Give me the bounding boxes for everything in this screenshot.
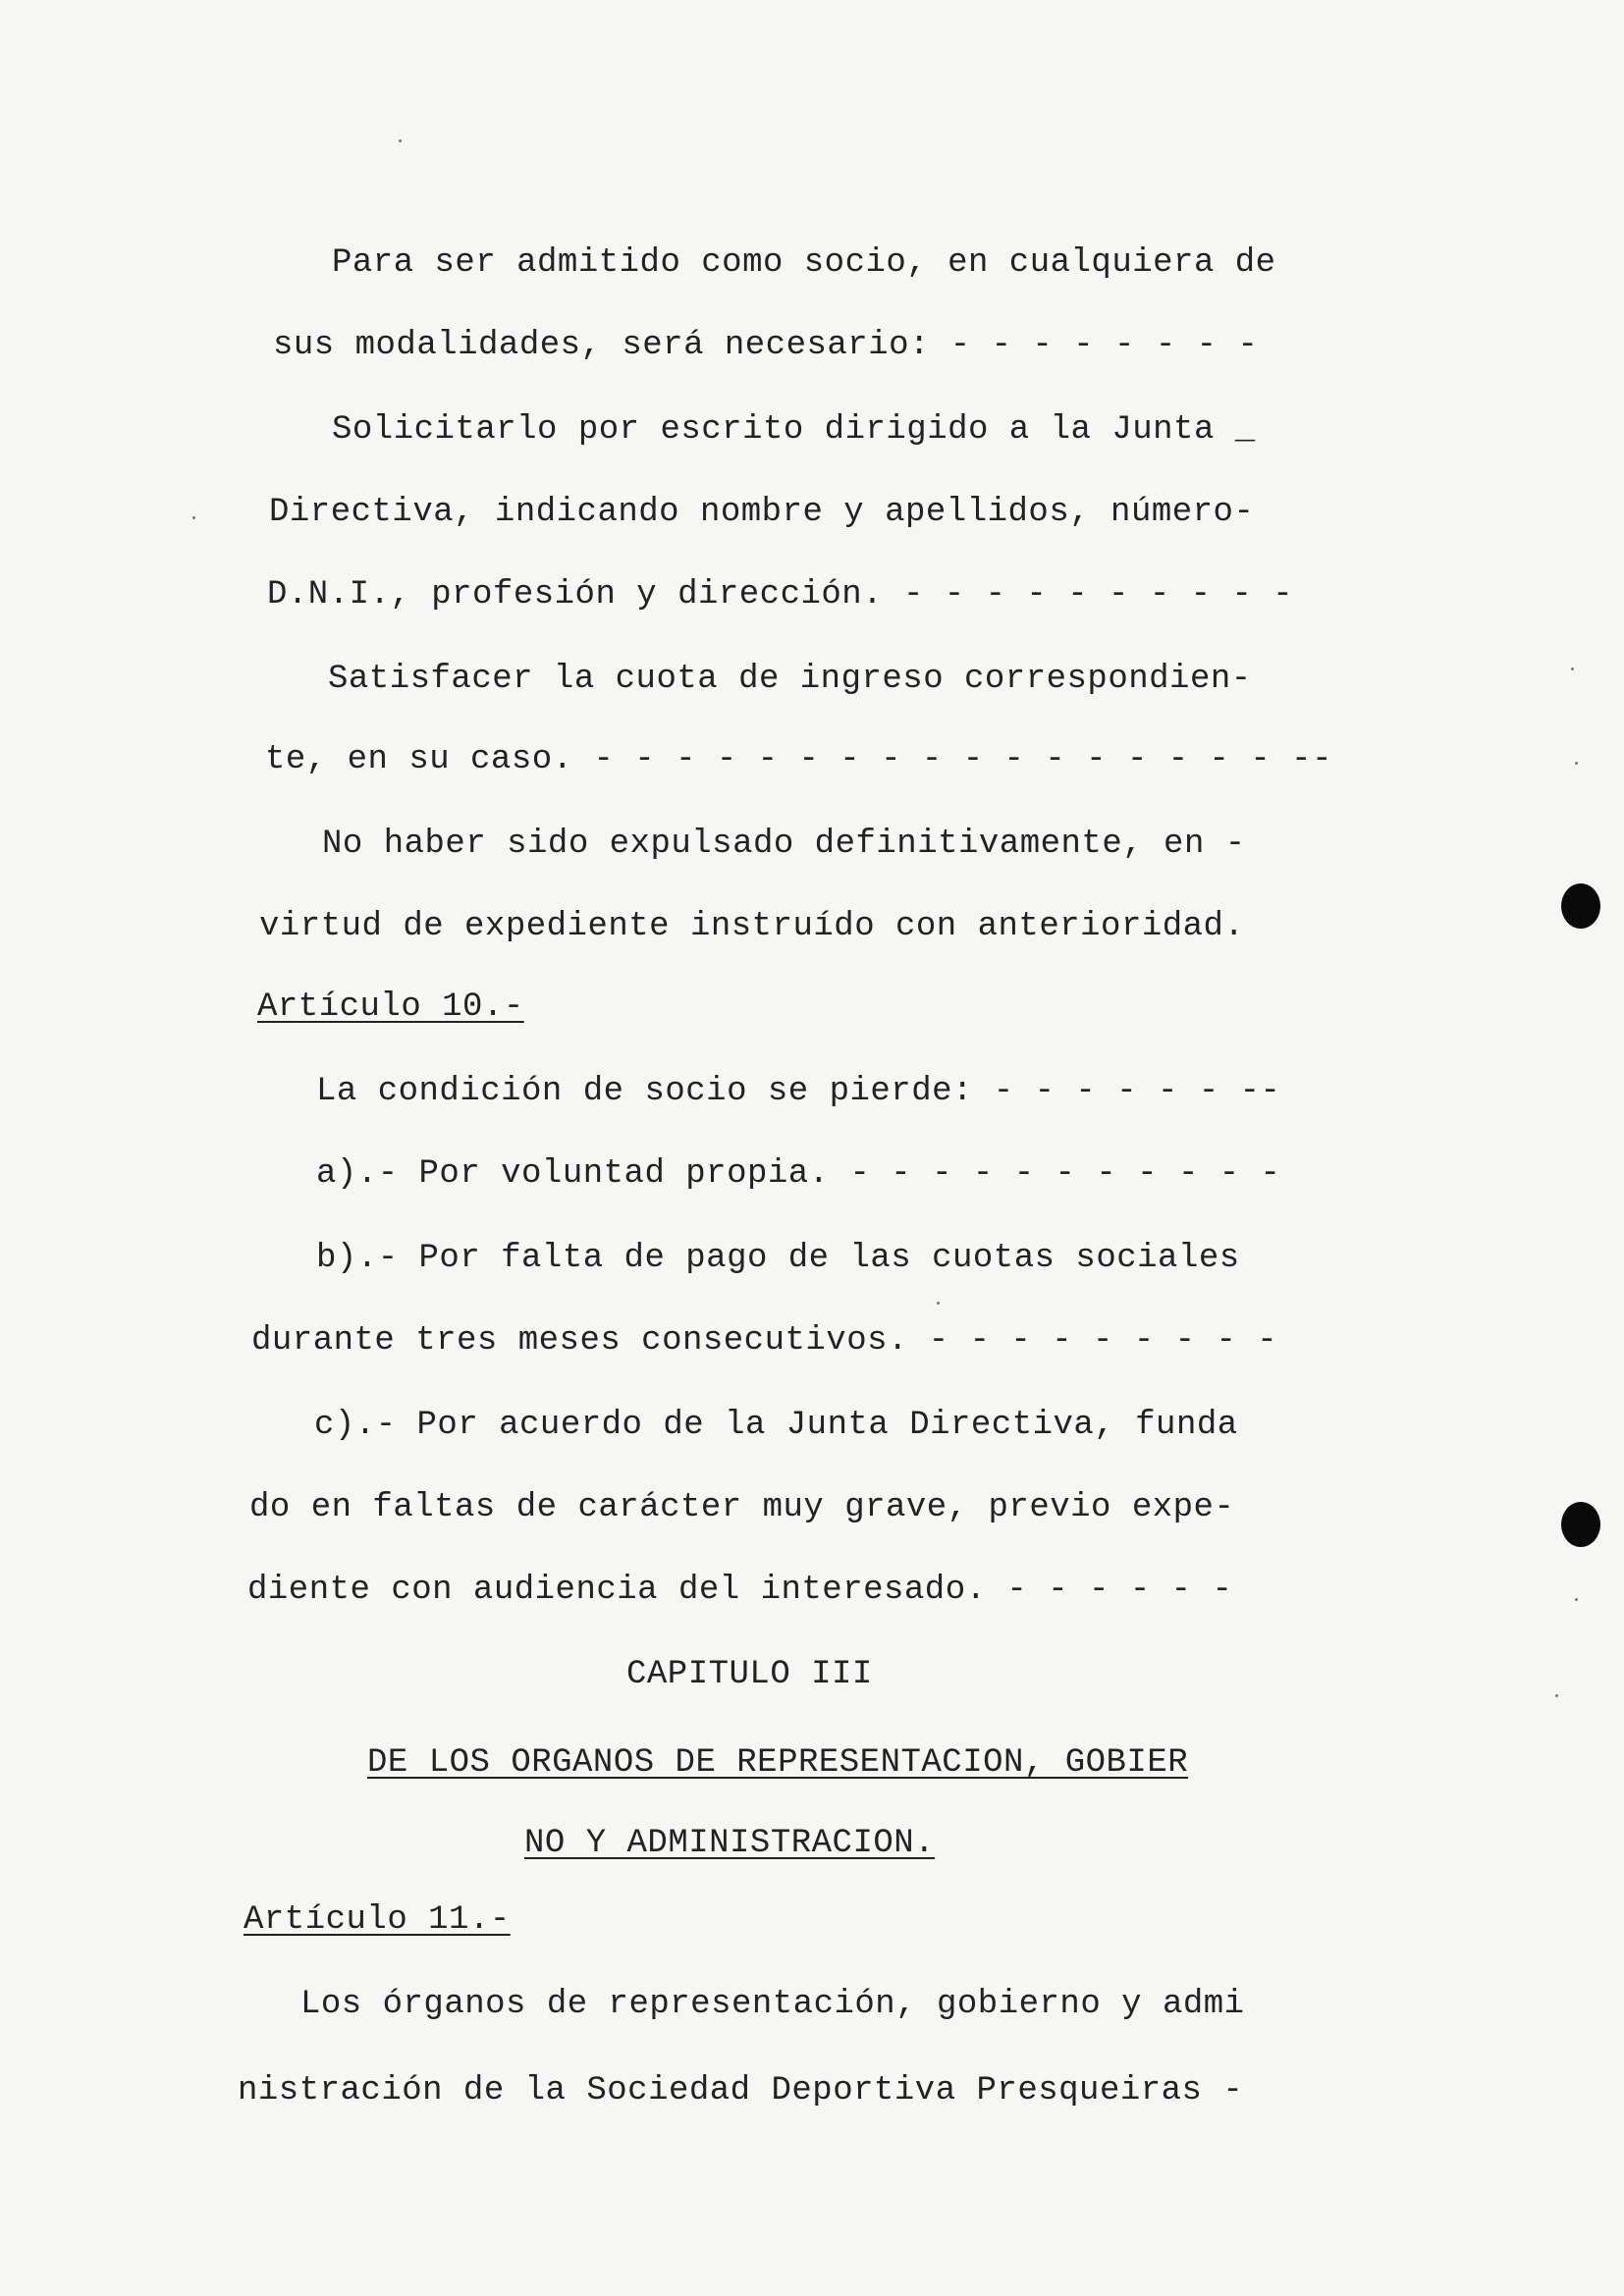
- text-line: Para ser admitido como socio, en cualquiera de: [332, 244, 1276, 282]
- speck-mark: [1575, 762, 1578, 765]
- text-line: La condición de socio se pierde: - - - - - - --: [316, 1073, 1281, 1110]
- text-line: te, en su caso. - - - - - - - - - - - - - - - - - --: [265, 741, 1332, 778]
- text-line: a).- Por voluntad propia. - - - - - - - - - - -: [316, 1155, 1281, 1193]
- speck-mark: [192, 516, 195, 519]
- speck-mark: [399, 139, 402, 142]
- chapter-number: CAPITULO III: [626, 1656, 873, 1693]
- text-line: sus modalidades, será necesario: - - - - - - - -: [273, 327, 1259, 364]
- text-line: b).- Por falta de pago de las cuotas sociales: [316, 1240, 1240, 1277]
- article-11-heading: Artículo 11.-: [244, 1901, 511, 1939]
- speck-mark: [1555, 1694, 1558, 1697]
- punch-hole: [1561, 883, 1600, 929]
- text-line: Directiva, indicando nombre y apellidos, número-: [269, 494, 1255, 531]
- speck-mark: [937, 1302, 940, 1305]
- text-line: durante tres meses consecutivos. - - - - - - - - -: [251, 1322, 1278, 1360]
- text-line: do en faltas de carácter muy grave, previo expe-: [249, 1489, 1235, 1526]
- text-line: Solicitarlo por escrito dirigido a la Junta _: [332, 411, 1256, 449]
- text-line: Los órganos de representación, gobierno y admi: [300, 1986, 1245, 2023]
- article-10-heading: Artículo 10.-: [257, 988, 524, 1026]
- text-line: diente con audiencia del interesado. - - - - - -: [247, 1572, 1233, 1609]
- speck-mark: [1575, 1598, 1578, 1601]
- chapter-title-continued: NO Y ADMINISTRACION.: [524, 1825, 936, 1862]
- chapter-title: DE LOS ORGANOS DE REPRESENTACION, GOBIER: [367, 1744, 1189, 1782]
- text-line: Satisfacer la cuota de ingreso correspondien-: [328, 661, 1252, 698]
- speck-mark: [1571, 667, 1574, 670]
- text-line: c).- Por acuerdo de la Junta Directiva, funda: [314, 1407, 1238, 1444]
- punch-hole: [1561, 1502, 1600, 1547]
- text-line: No haber sido expulsado definitivamente, en -: [322, 826, 1246, 863]
- text-line: D.N.I., profesión y dirección. - - - - - - - - - -: [267, 576, 1294, 614]
- text-line: virtud de expediente instruído con anterioridad.: [259, 908, 1245, 945]
- text-line: nistración de la Sociedad Deportiva Presqueiras -: [238, 2072, 1244, 2109]
